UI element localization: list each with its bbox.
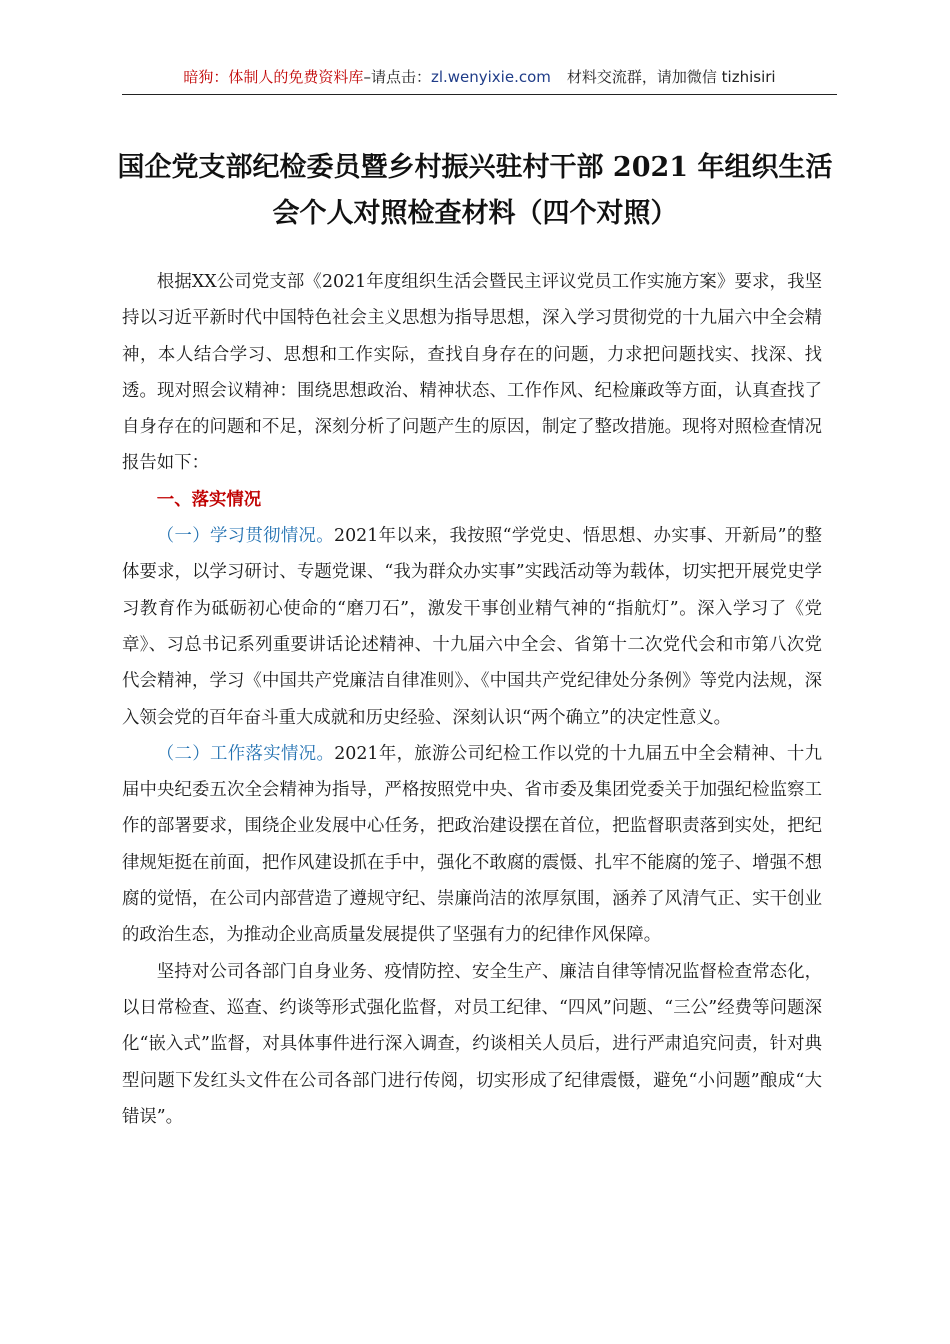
subheading-work: （二）工作落实情况。 <box>156 743 335 764</box>
paragraph-study-text: 2021年以来，我按照“学党史、悟思想、办实事、开新局”的整体要求，以学习研讨、专题党课、“我为群众办实事”实践活动等为载体，切实把开展党史学习教育作为砥砺初心使命的“磨刀石”，激发干事创业精气神的“指航灯”。深入学习了《党章》、习总书记系列重要讲话论述精神、十九届六中全会、省第十二次党代会和市第八次党代会精神，学习《中国共产党廉洁自律准则》、《中国共产党纪律处分条例》等党内法规，深入领会党的百年奋斗重大成就和历史经验、深刻认识“两个确立”的决定性意义。 <box>122 526 822 728</box>
paragraph-supervision: 坚持对公司各部门自身业务、疫情防控、安全生产、廉洁自律等情况监督检查常态化，以日常检查、巡查、约谈等形式强化监督，对员工纪律、“四风”问题、“三公”经费等问题深化“嵌入式”监督，对具体事件进行深入调查，约谈相关人员后，进行严肃追究问责，针对典型问题下发红头文件在公司各部门进行传阅，切实形成了纪律震慑，避免“小问题”酿成“大错误”。 <box>122 961 822 1127</box>
title-line-1: 国企党支部纪检委员暨乡村振兴驻村干部 2021 年组织生活 <box>117 152 833 183</box>
header-click-prompt: –请点击： <box>363 68 431 86</box>
page-header <box>122 62 837 95</box>
title-line-2: 会个人对照检查材料（四个对照） <box>272 198 678 229</box>
section-heading-implementation: 一、落实情况 <box>156 489 262 510</box>
header-link[interactable]: zl.wenyixie.com <box>430 68 551 86</box>
subheading-study: （一）学习贯彻情况。 <box>156 526 334 547</box>
document-title <box>100 145 850 237</box>
paragraph-work-text: 2021年，旅游公司纪检工作以党的十九届五中全会精神、十九届中央纪委五次全会精神为指导，严格按照党中央、省市委及集团党委关于加强纪检监察工作的部署要求，围绕企业发展中心任务，把政治建设摆在首位，把监督职责落到实处，把纪律规矩挺在前面，把作风建设抓在手中，强化不敢腐的震慑、扎牢不能腐的笼子、增强不想腐的觉悟，在公司内部营造了遵规守纪、崇廉尚洁的浓厚氛围，涵养了风清气正、实干创业的政治生态，为推动企业高质量发展提供了坚强有力的纪律作风保障。 <box>122 743 822 946</box>
intro-paragraph: 根据XX公司党支部《2021年度组织生活会暨民主评议党员工作实施方案》要求，我坚持以习近平新时代中国特色社会主义思想为指导思想，深入学习贯彻党的十九届六中全会精神，本人结合学习、思想和工作实际，查找自身存在的问题，力求把问题找实、找深、找透。现对照会议精神：围绕思想政治、精神状态、工作作风、纪检廉政等方面，认真查找了自身存在的问题和不足，深刻分析了问题产生的原因，制定了整改措施。现将对照检查情况报告如下： <box>122 272 822 474</box>
document-body <box>122 264 822 1135</box>
paragraph-work <box>122 736 822 954</box>
paragraph-study <box>122 518 822 736</box>
header-site-name: 暗狗：体制人的免费资料库 <box>183 68 364 86</box>
header-wechat-note: 材料交流群，请加微信 tizhisiri <box>566 68 776 86</box>
